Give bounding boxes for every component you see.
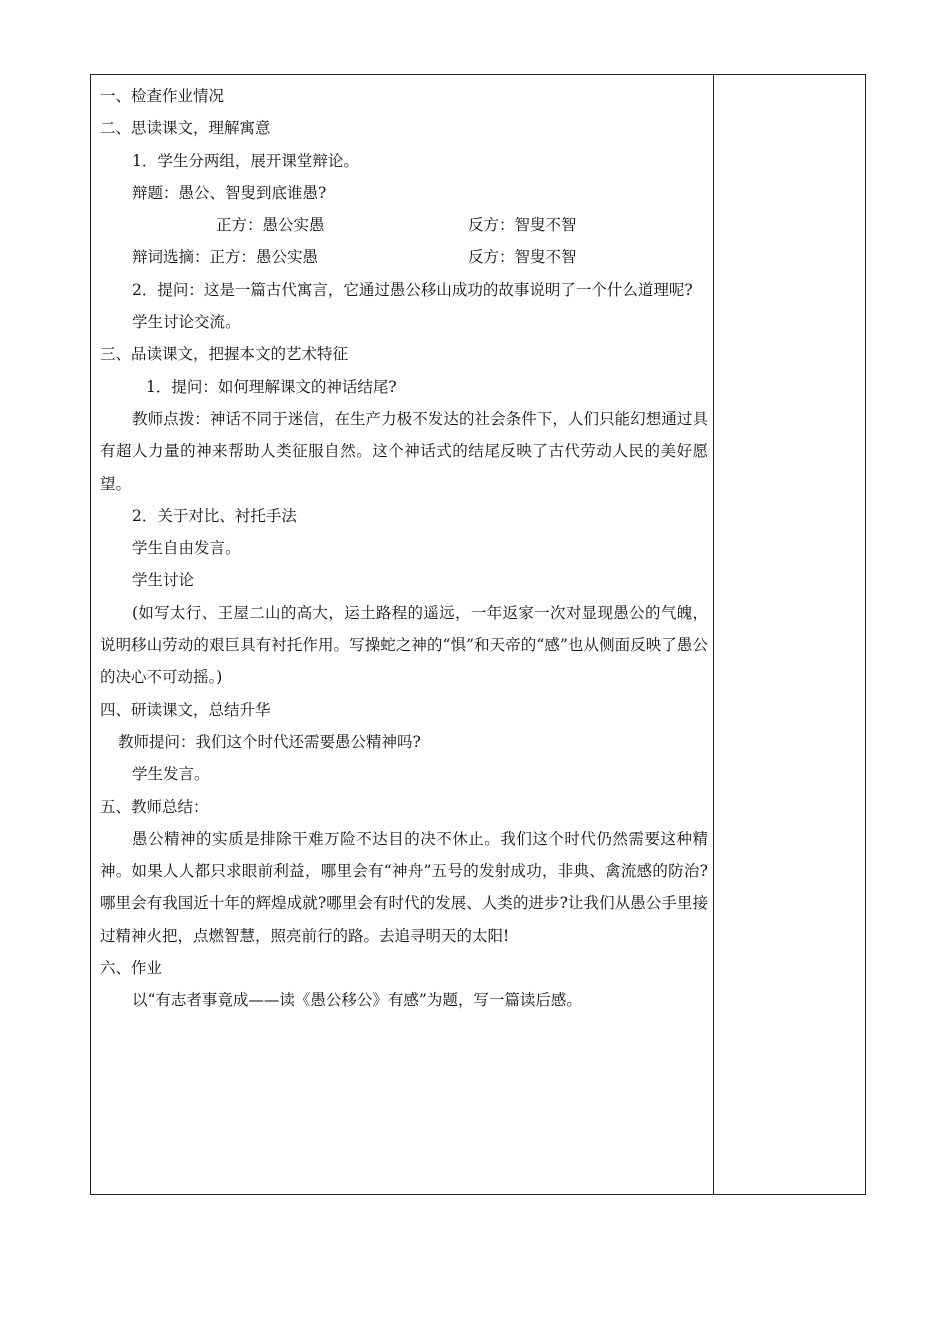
- section-heading-4: 四、研读课文，总结升华: [100, 700, 271, 719]
- pro-side: 正方：愚公实愚: [216, 216, 325, 235]
- excerpt-prefix: 辩词选摘：: [132, 248, 210, 267]
- teacher-summary: 愚公精神的实质是排除干难万险不达目的决不休止。我们这个时代仍然需要这种精神。如果人人都只求眼前利益，哪里会有“神舟”五号的发射成功，非典、禽流感的防治?哪里会有我国近十年的辉煌成就?哪里会有时代的发展、人类的进步?让我们从愚公手里接过精神火把，点燃智慧，照亮前行的路。去追寻明天的太阳!: [100, 829, 708, 945]
- con-side: 反方：智叟不智: [468, 216, 577, 235]
- section-heading-2: 二、思读课文，理解寓意: [100, 119, 271, 138]
- table-column-divider: [713, 74, 714, 1195]
- debate-topic: 辩题：愚公、智叟到底谁愚?: [132, 183, 327, 202]
- student-discussion: 学生讨论交流。: [132, 313, 241, 332]
- student-free-speech: 学生自由发言。: [132, 539, 241, 558]
- student-discuss: 学生讨论: [132, 571, 195, 590]
- section-heading-1: 一、检查作业情况: [100, 87, 225, 105]
- excerpt-pro: 正方：愚公实愚: [209, 248, 319, 267]
- homework: 以“有志者事竟成——读《愚公移公》有感”为题，写一篇读后感。: [132, 991, 582, 1010]
- debate-sides: [100, 209, 708, 241]
- lesson-content: [100, 80, 708, 1017]
- student-answer: 学生发言。: [132, 765, 210, 784]
- question-2: 2．提问：这是一篇古代寓言，它通过愚公移山成功的故事说明了一个什么道理呢?: [132, 280, 693, 299]
- debate-excerpt: [100, 241, 708, 273]
- debate-instruction: 1．学生分两组，展开课堂辩论。: [132, 151, 359, 170]
- excerpt-con: 反方：智叟不智: [468, 248, 577, 267]
- teacher-guidance: 教师点拨：神话不同于迷信，在生产力极不发达的社会条件下，人们只能幻想通过具有超人力量的神来帮助人类征服自然。这个神话式的结尾反映了古代劳动人民的美好愿望。: [100, 409, 708, 493]
- contrast-technique: 2．关于对比、衬托手法: [132, 506, 297, 525]
- excerpt-pro-group: [100, 241, 468, 273]
- section-heading-3: 三、品读课文，把握本文的艺术特征: [100, 345, 349, 364]
- question-mythical-ending: 1．提问：如何理解课文的神话结尾?: [146, 377, 397, 396]
- section-heading-6: 六、作业: [100, 959, 163, 978]
- section-heading-5: 五、教师总结：: [100, 797, 209, 816]
- teacher-question: 教师提问：我们这个时代还需要愚公精神吗?: [118, 732, 421, 751]
- discussion-note: (如写太行、王屋二山的高大，运土路程的遥远，一年返家一次对显现愚公的气魄，说明移山劳动的艰巨具有衬托作用。写操蛇之神的“惧”和天帝的“感”也从侧面反映了愚公的决心不可动摇。): [100, 603, 708, 687]
